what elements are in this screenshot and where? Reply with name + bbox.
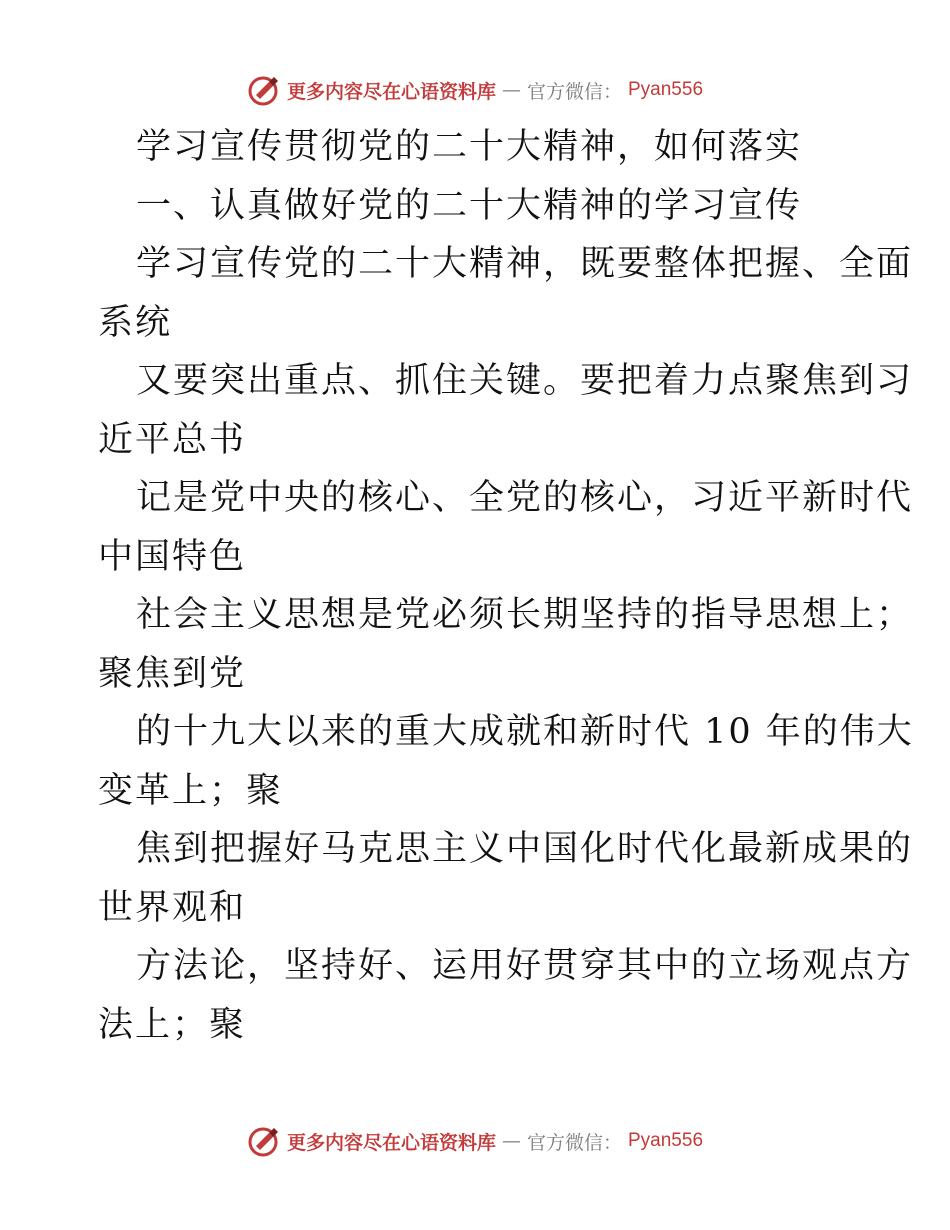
paragraph-line: 近平总书 [98,419,247,460]
section-heading: 一、认真做好党的二十大精神的学习宣传 [136,185,803,226]
paragraph-line: 又要突出重点、抓住关键。要把着力点聚焦到习 [136,361,914,401]
watermark-contact-id: Pyan556 [628,1130,704,1151]
watermark-site-text: 更多内容尽在心语资料库 [286,1131,496,1154]
pen-in-circle-icon [247,1124,281,1158]
paragraph-line: 法上；聚 [98,1004,247,1045]
paragraph-line: 记是党中央的核心、全党的核心，习近平新时代 [136,478,914,518]
watermark-contact-id: Pyan556 [628,79,704,100]
document-title: 学习宣传贯彻党的二十大精神，如何落实 [136,127,803,167]
paragraph-line: 焦到把握好马克思主义中国化时代化最新成果的 [136,829,914,869]
paragraph-line: 学习宣传党的二十大精神，既要整体把握、全面 [136,244,914,284]
document-body [98,118,914,1054]
watermark-contact-label: 官方微信： [526,1131,622,1154]
watermark-contact-label: 官方微信： [526,80,622,103]
paragraph-line: 系统 [98,302,173,343]
paragraph-line: 变革上；聚 [98,770,284,811]
paragraph-line: 社会主义思想是党必须长期坚持的指导思想上； [136,595,914,635]
watermark-separator: — [501,79,521,101]
watermark-site-text: 更多内容尽在心语资料库 [286,80,496,103]
paragraph-line: 聚焦到党 [98,653,247,694]
header-watermark [0,70,950,110]
watermark-separator: — [501,1130,521,1152]
paragraph-line: 世界观和 [98,887,247,928]
pen-in-circle-icon [247,73,281,107]
paragraph-line: 方法论，坚持好、运用好贯穿其中的立场观点方 [136,946,914,986]
footer-watermark [0,1121,950,1161]
paragraph-line: 中国特色 [98,536,247,577]
paragraph-line: 的十九大以来的重大成就和新时代 10 年的伟大 [136,712,914,752]
